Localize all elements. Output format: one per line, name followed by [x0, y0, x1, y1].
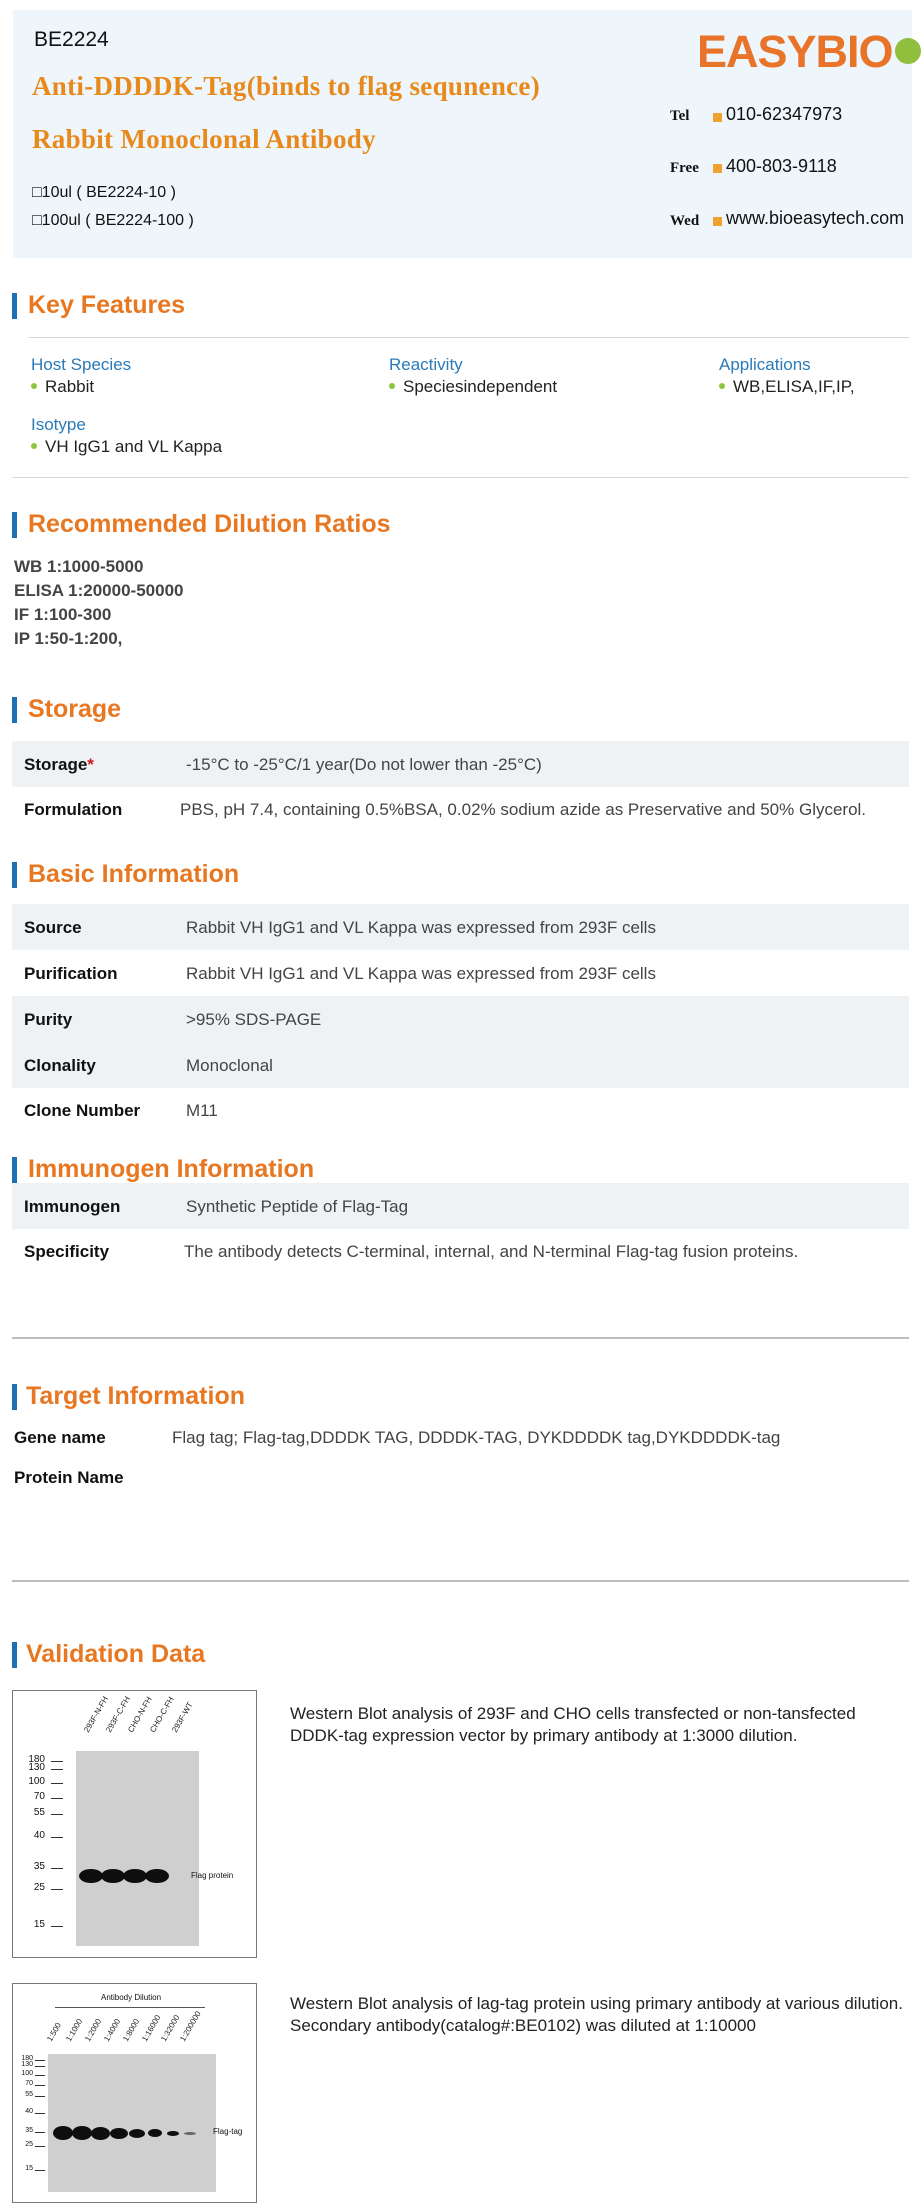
square-bullet-icon — [713, 217, 722, 226]
clonality-label: Clonality — [24, 1056, 96, 1075]
dilution-title: Recommended Dilution Ratios — [28, 510, 391, 538]
section-marker — [12, 862, 17, 888]
isotype-value: VH IgG1 and VL Kappa — [31, 437, 222, 457]
dilution-wb: WB 1:1000-5000 — [14, 557, 144, 576]
section-marker — [12, 697, 17, 723]
lane-label: 1:2000 — [83, 2017, 104, 2043]
immunogen-value: Synthetic Peptide of Flag-Tag — [186, 1197, 409, 1216]
blot1-caption: Western Blot analysis of 293F and CHO cells transfected or non-tansfected DDDK-tag expression vector by primary antibody at 1:3000 dilution. — [290, 1704, 856, 1745]
host-species-value: Rabbit — [31, 377, 94, 397]
section-marker — [12, 293, 17, 319]
key-features-title: Key Features — [28, 291, 186, 319]
immunogen-row — [12, 1183, 909, 1229]
band-label: Flag-tag — [213, 2127, 243, 2136]
basic-info-title: Basic Information — [28, 860, 240, 888]
clone-number-label: Clone Number — [24, 1101, 141, 1120]
protein-band — [72, 2126, 92, 2140]
lane-label: CHO-N-FH — [126, 1695, 154, 1734]
mw-marker: 180 — [28, 1754, 45, 1765]
clonality-value: Monoclonal — [186, 1056, 273, 1075]
purity-value: >95% SDS-PAGE — [186, 1010, 322, 1029]
web-link[interactable]: www.bioeasytech.com — [726, 208, 905, 228]
blot2-header: Antibody Dilution — [101, 1993, 162, 2002]
lane-label: 1:4000 — [102, 2017, 123, 2043]
product-title-line2: Rabbit Monoclonal Antibody — [32, 124, 376, 154]
storage-title: Storage — [28, 695, 122, 723]
mw-marker: 35 — [25, 2127, 33, 2134]
mw-marker: 70 — [25, 2080, 33, 2087]
formulation-label: Formulation — [24, 800, 123, 819]
divider — [12, 1337, 909, 1339]
mw-marker: 100 — [21, 2070, 33, 2077]
protein-band — [145, 1869, 169, 1883]
gel-membrane — [48, 2054, 216, 2192]
free-label: Free — [670, 160, 699, 176]
square-bullet-icon — [713, 113, 722, 122]
mw-marker: 25 — [33, 1882, 45, 1893]
required-mark: * — [87, 755, 94, 774]
lane-label: CHO-C-FH — [148, 1695, 176, 1734]
storage-label: Storage* — [24, 755, 94, 774]
immunogen-title: Immunogen Information — [28, 1155, 315, 1183]
applications-label: Applications — [719, 355, 811, 374]
purity-row — [12, 996, 909, 1042]
specificity-value: The antibody detects C-terminal, internal, and N-terminal Flag-tag fusion proteins. — [184, 1242, 799, 1261]
section-marker — [12, 1384, 17, 1410]
storage-value: -15°C to -25°C/1 year(Do not lower than -25°C) — [186, 755, 542, 774]
source-label: Source — [24, 918, 82, 937]
target-info-title: Target Information — [26, 1382, 245, 1410]
formulation-value: PBS, pH 7.4, containing 0.5%BSA, 0.02% sodium azide as Preservative and 50% Glycerol. — [180, 800, 867, 819]
easybio-logo — [697, 26, 921, 78]
mw-marker: 100 — [28, 1776, 45, 1787]
lane-label: 1:16000 — [140, 2013, 163, 2043]
protein-band — [91, 2127, 110, 2140]
western-blot-image-2 — [12, 1983, 257, 2203]
isotype-label: Isotype — [31, 415, 86, 434]
gene-name-value: Flag tag; Flag-tag,DDDDK TAG, DDDDK-TAG, DYKDDDDK tag,DYKDDDDK-tag — [172, 1428, 781, 1447]
divider — [12, 1580, 909, 1582]
bullet-icon — [389, 383, 395, 389]
mw-marker: 55 — [25, 2091, 33, 2098]
mw-marker: 180 — [21, 2055, 33, 2062]
protein-band — [148, 2129, 162, 2137]
band-label: Flag protein — [191, 1871, 234, 1880]
size-option-100ul[interactable]: □100ul ( BE2224-100 ) — [32, 212, 194, 229]
tel-label: Tel — [670, 108, 690, 124]
lane-label: 293F-WT — [170, 1700, 195, 1734]
blot2-caption: Western Blot analysis of lag-tag protein using primary antibody at various dilution. Secondary antibody(catalog#:BE0102) was diluted at 1:10000 — [290, 1994, 903, 2035]
mw-marker: 130 — [21, 2061, 33, 2068]
gel-membrane — [76, 1751, 199, 1946]
mw-marker: 40 — [33, 1830, 45, 1841]
header-underline — [55, 2007, 205, 2008]
web-label: Wed — [670, 213, 700, 229]
mw-marker: 40 — [25, 2108, 33, 2115]
mw-marker: 130 — [28, 1762, 45, 1773]
lane-label: 293F-C-FH — [104, 1694, 133, 1734]
purification-value: Rabbit VH IgG1 and VL Kappa was expressed from 293F cells — [186, 964, 656, 983]
lane-label: 1:500 — [45, 2021, 64, 2043]
host-species-label: Host Species — [31, 355, 132, 374]
clonality-row — [12, 1042, 909, 1088]
source-value: Rabbit VH IgG1 and VL Kappa was expressed from 293F cells — [186, 918, 656, 937]
purity-label: Purity — [24, 1010, 73, 1029]
section-marker — [12, 1642, 17, 1668]
tel-value: 010-62347973 — [726, 104, 843, 124]
lane-label: 293F-N-FH — [82, 1694, 111, 1734]
mw-marker: 70 — [33, 1791, 45, 1802]
protein-band — [79, 1869, 103, 1883]
protein-name-label: Protein Name — [14, 1468, 124, 1487]
purification-label: Purification — [24, 964, 118, 983]
reactivity-value: Speciesindependent — [389, 377, 557, 397]
bullet-icon — [719, 383, 725, 389]
product-title-line1: Anti-DDDDK-Tag(binds to flag sequnence) — [32, 71, 540, 101]
dilution-elisa: ELISA 1:20000-50000 — [14, 581, 184, 600]
dilution-if: IF 1:100-300 — [14, 605, 112, 624]
applications-value: WB,ELISA,IF,IP, — [719, 377, 855, 397]
protein-band — [184, 2132, 196, 2135]
leaf-icon — [895, 38, 921, 64]
western-blot-image-1 — [12, 1690, 257, 1958]
protein-band — [101, 1869, 125, 1883]
bullet-icon — [31, 443, 37, 449]
divider — [28, 337, 909, 338]
section-marker — [12, 1157, 17, 1183]
mw-marker: 35 — [33, 1861, 45, 1872]
lane-label: 1:8000 — [121, 2017, 142, 2043]
size-option-10ul[interactable]: □10ul ( BE2224-10 ) — [32, 184, 176, 201]
validation-title: Validation Data — [26, 1640, 206, 1668]
square-bullet-icon — [713, 164, 722, 173]
lane-label: 1:32000 — [159, 2013, 182, 2043]
protein-band — [129, 2129, 145, 2138]
lane-label: 1:200000 — [178, 2009, 203, 2043]
section-marker — [12, 512, 17, 538]
divider — [12, 477, 909, 478]
clone-number-value: M11 — [186, 1101, 218, 1120]
catalog-number: BE2224 — [34, 28, 109, 51]
protein-band — [123, 1869, 147, 1883]
protein-band — [167, 2131, 179, 2136]
protein-band — [110, 2128, 128, 2139]
logo-text: EASYBIO — [697, 26, 893, 77]
lane-label: 1:1000 — [64, 2017, 85, 2043]
protein-band — [53, 2126, 73, 2140]
dilution-ip: IP 1:50-1:200, — [14, 629, 123, 648]
lane-labels — [82, 1694, 210, 1741]
free-value: 400-803-9118 — [726, 156, 837, 176]
specificity-label: Specificity — [24, 1242, 110, 1261]
mw-marker: 55 — [33, 1807, 45, 1818]
immunogen-label: Immunogen — [24, 1197, 121, 1216]
bullet-icon — [31, 383, 37, 389]
reactivity-label: Reactivity — [389, 355, 463, 374]
mw-marker: 25 — [25, 2141, 33, 2148]
gene-name-label: Gene name — [14, 1428, 106, 1447]
mw-marker: 15 — [33, 1919, 45, 1930]
lane-labels — [45, 2009, 213, 2052]
mw-marker: 15 — [25, 2165, 33, 2172]
